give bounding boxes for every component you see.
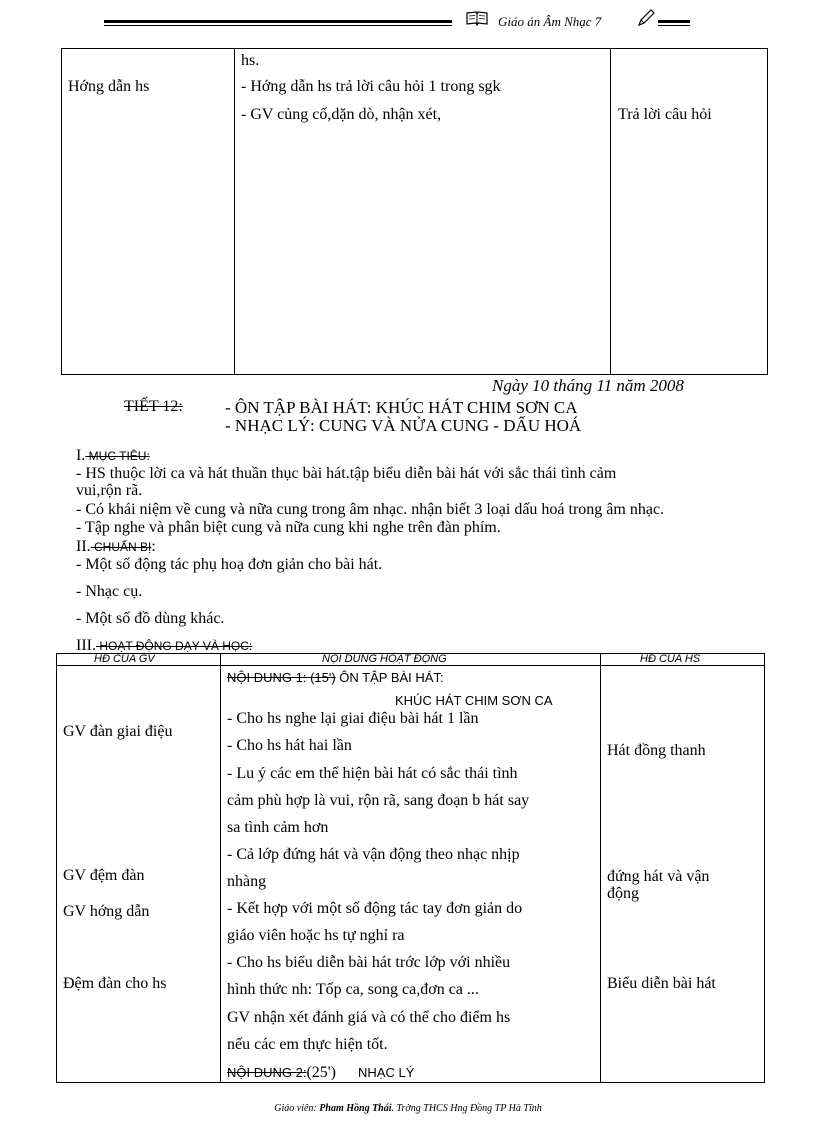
header-rule-thin: [104, 25, 452, 26]
lesson-title-1: - ÔN TẬP BÀI HÁT: KHÚC HÁT CHIM SƠN CA: [225, 398, 578, 417]
table-top-divider-2: [610, 48, 611, 375]
section-3-num: III.: [76, 637, 96, 654]
header-title: Giáo án Âm Nhạc 7: [498, 14, 602, 29]
section-1-title: MỤC TIÊU:: [85, 449, 150, 463]
noidung-1-heading: [227, 670, 444, 685]
noidung-1-rest: ÔN TẬP BÀI HÁT:: [335, 670, 444, 685]
table-top-gv-cell: Hớng dẫn hs: [68, 78, 150, 95]
section-2-colon: :: [151, 538, 156, 555]
page-footer: [0, 1103, 816, 1114]
content-line: nhàng: [227, 873, 267, 890]
gv-activity: GV hớng dẫn: [63, 903, 150, 920]
content-line: hình thức nh: Tốp ca, song ca,đơn ca ...: [227, 981, 479, 998]
gv-activity: Đệm đàn cho hs: [63, 975, 167, 992]
column-header-hs: HĐ CỦA HS: [640, 653, 701, 665]
section-1-line: - HS thuộc lời ca và hát thuần thục bài hát.tập biểu diễn bài hát với sắc thái tình cảm: [76, 465, 617, 482]
lesson-date: Ngày 10 tháng 11 năm 2008: [492, 376, 684, 395]
hs-activity: đứng hát và vận: [607, 868, 710, 885]
section-1-line: - Tập nghe và phân biệt cung và nữa cung khi nghe trên đàn phím.: [76, 519, 501, 536]
book-icon: [466, 10, 488, 26]
lesson-title-2: - NHẠC LÝ: CUNG VÀ NỬA CUNG - DẤU HOÁ: [225, 416, 582, 435]
section-1-num: I.: [76, 447, 86, 464]
header-rule-thick: [104, 20, 452, 23]
table-top-divider-1: [234, 48, 235, 375]
header-rule-right-thin: [658, 25, 690, 26]
table-activities-divider-2: [600, 653, 601, 1083]
noidung-2-label: NỘI DUNG 2:: [227, 1065, 307, 1080]
column-header-gv: HĐ CỦA GV: [94, 653, 155, 665]
pen-icon: [636, 8, 656, 28]
gv-activity: GV đàn giai điệu: [63, 723, 173, 740]
section-1-heading: [76, 447, 150, 465]
content-line: - Cho hs biểu diễn bài hát trớc lớp với nhiều: [227, 954, 511, 971]
section-2-title: CHUẨN BỊ: [90, 540, 152, 554]
content-line: - Kết hợp với một số động tác tay đơn giản do: [227, 900, 523, 917]
hs-activity: Biểu diễn bài hát: [607, 975, 716, 992]
section-2-line: - Nhạc cụ.: [76, 583, 143, 600]
section-2-line: - Một số động tác phụ hoạ đơn giản cho bài hát.: [76, 556, 383, 573]
content-line: - Cho hs nghe lại giai điệu bài hát 1 lần: [227, 710, 479, 727]
section-2-num: II.: [76, 538, 91, 555]
content-line: giáo viên hoặc hs tự nghỉ ra: [227, 927, 405, 944]
content-line: GV nhận xét đánh giá và có thể cho điểm hs: [227, 1009, 511, 1026]
table-top-content-line: hs.: [241, 52, 260, 69]
table-activities-divider-1: [220, 653, 221, 1083]
section-2-heading: [76, 538, 156, 556]
table-top: [61, 48, 768, 375]
table-top-content-line: - Hớng dẫn hs trả lời câu hỏi 1 trong sgk: [241, 78, 501, 95]
noidung-2-heading: [227, 1064, 414, 1082]
gv-activity: GV đệm đàn: [63, 867, 145, 884]
content-line: - Cả lớp đứng hát và vận động theo nhạc nhịp: [227, 846, 520, 863]
content-line: cảm phù hợp là vui, rộn rã, sang đoạn b hát say: [227, 792, 530, 809]
footer-prefix: Giáo viên:: [274, 1103, 320, 1114]
content-line: nếu các em thực hiện tốt.: [227, 1036, 388, 1053]
content-line: sa tình cảm hơn: [227, 819, 329, 836]
header-rule-right: [658, 20, 690, 23]
section-3-title: HOẠT ĐỘNG DẠY VÀ HỌC:: [95, 639, 253, 653]
column-header-content: NỘI DUNG HOẠT ĐỘNG: [322, 653, 447, 665]
table-top-hs-cell: Trả lời câu hỏi: [618, 106, 712, 123]
content-line: - Cho hs hát hai lần: [227, 737, 352, 754]
footer-teacher-name: Pham Hồng Thái: [319, 1103, 392, 1114]
footer-school: . Trờng THCS Hng Đồng TP Hà Tĩnh: [391, 1103, 542, 1114]
table-activities-header-rule: [56, 665, 765, 666]
noidung-1-label: NỘI DUNG 1: (15'): [227, 670, 336, 685]
hs-activity: động: [607, 885, 639, 902]
noidung-2-title: NHẠC LÝ: [358, 1065, 415, 1080]
section-1-line: - Có khái niệm về cung và nữa cung trong âm nhạc. nhận biết 3 loại dấu hoá trong âm nhạc.: [76, 501, 665, 518]
hs-activity: Hát đồng thanh: [607, 742, 706, 759]
section-1-line: vui,rộn rã.: [76, 482, 143, 499]
content-line: - Lu ý các em thể hiện bài hát có sắc thái tình: [227, 765, 518, 782]
noidung-2-time: (25'): [306, 1064, 337, 1081]
lesson-tiet-label: TIẾT 12:: [124, 398, 183, 415]
section-2-line: - Một số đồ dùng khác.: [76, 610, 225, 627]
table-top-content-line: - GV củng cố,dặn dò, nhận xét,: [241, 106, 442, 123]
noidung-1-song: KHÚC HÁT CHIM SƠN CA: [395, 693, 553, 708]
